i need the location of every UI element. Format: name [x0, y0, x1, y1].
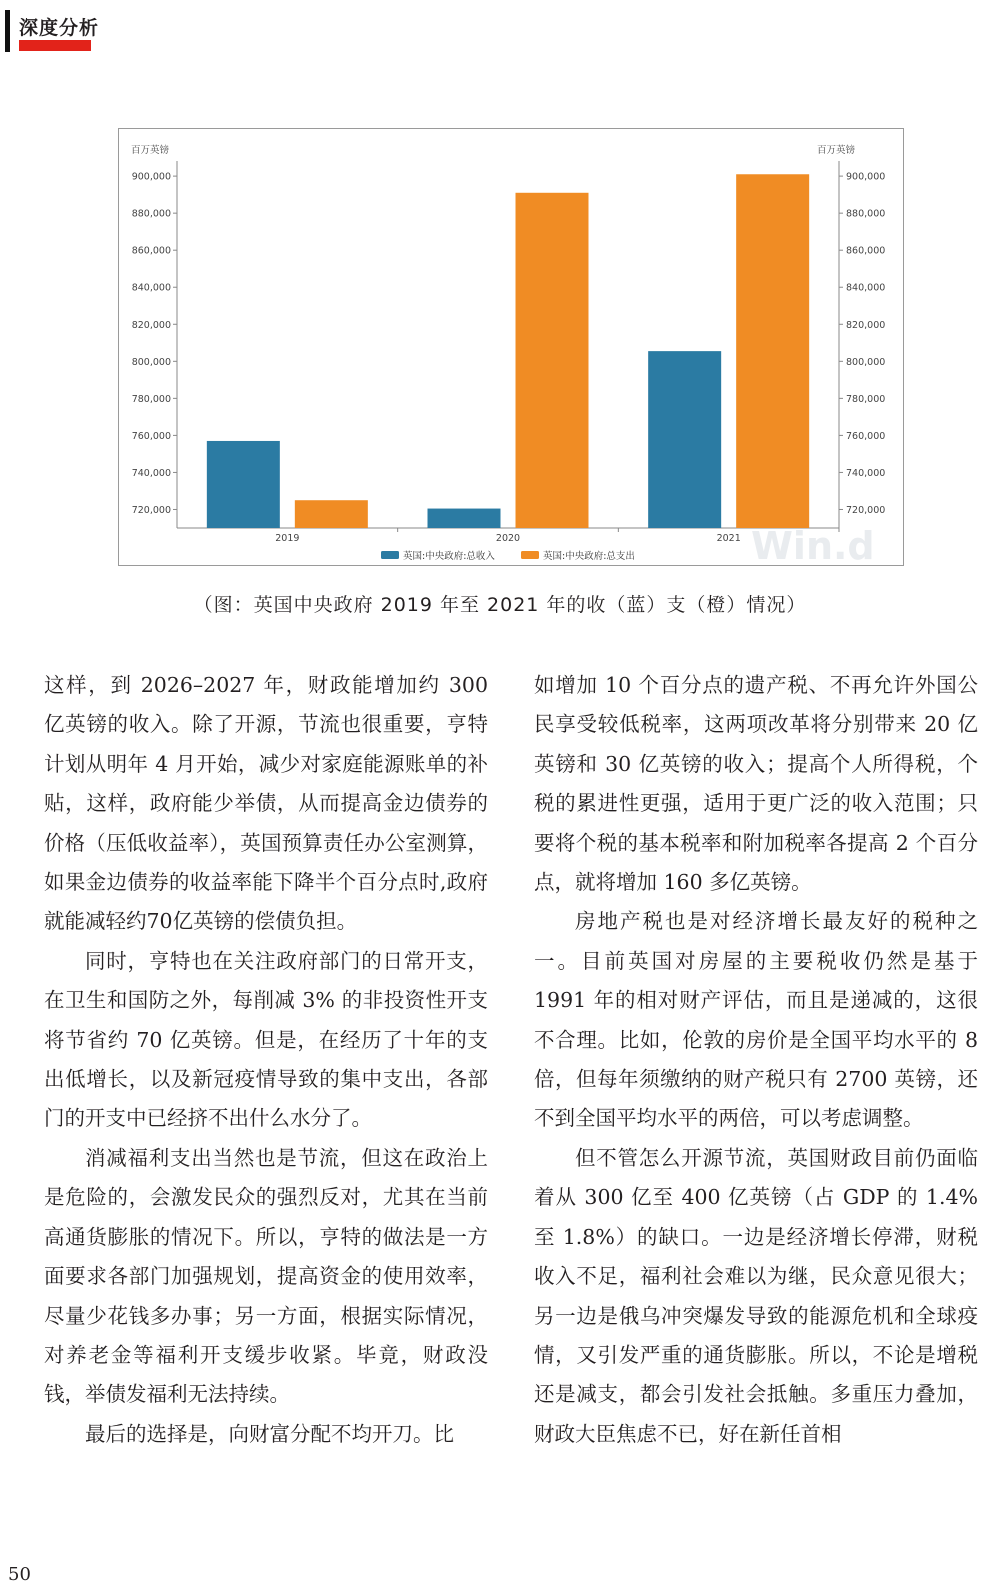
- y-tick-label-left: 780,000: [131, 393, 171, 405]
- y-tick-label-left: 720,000: [131, 504, 171, 516]
- paragraph: 房地产税也是对经济增长最友好的税种之一。目前英国对房屋的主要税收仍然是基于 1991 年的相对财产评估，而且是递减的，这很不合理。比如，伦敦的房价是全国平均水平的 8 倍，但每年须缴纳的财产税只有 2700 英镑，还不到全国平均水平的两倍，可以考虑调整。: [534, 909, 978, 1131]
- bar-revenue-2019: [207, 441, 280, 528]
- y-tick-label-left: 820,000: [131, 319, 171, 331]
- bar-revenue-2021: [648, 351, 721, 528]
- x-tick-label: 2020: [495, 533, 521, 544]
- legend-swatch: [521, 551, 539, 559]
- y-tick-label-left: 800,000: [131, 356, 171, 368]
- section-label: 深度分析: [19, 17, 100, 39]
- paragraph: 这样，到 2026–2027 年，财政能增加约 300 亿英镑的收入。除了开源，节流也很重要，亨特计划从明年 4 月开始，减少对家庭能源账单的补贴，这样，政府能少举债，从而提高金边债券的价格（压低收益率），英国预算责任办公室测算，如果金边债券的收益率能下降半个百分点时,政府就能减轻约70亿英镑的偿债负担。: [44, 673, 488, 934]
- y-tick-label-right: 720,000: [846, 504, 886, 516]
- y-tick-label-left: 900,000: [131, 171, 171, 183]
- x-tick-label: 2019: [275, 533, 300, 544]
- y-tick-label-right: 900,000: [846, 171, 886, 183]
- section-underline: [19, 40, 91, 51]
- legend-swatch: [381, 551, 399, 559]
- paragraph: 但不管怎么开源节流，英国财政目前仍面临着从 300 亿至 400 亿英镑（占 GDP 的 1.4% 至 1.8%）的缺口。一边是经济增长停滞，财税收入不足，福利社会难以为继，民众意见很大；另一边是俄乌冲突爆发导致的能源危机和全球疫情，又引发严重的通货膨胀。所以，不论是增税还是减支，都会引发社会抵触。多重压力叠加，财政大臣焦虑不已，好在新任首相: [534, 1145, 978, 1446]
- y-tick-label-left: 840,000: [131, 282, 171, 294]
- bar-chart: [118, 128, 904, 566]
- watermark: Win.d: [751, 524, 875, 565]
- page-number: 50: [8, 1564, 31, 1585]
- y-tick-label-right: 760,000: [846, 430, 886, 442]
- y-tick-label-left: 860,000: [131, 245, 171, 257]
- y-tick-label-right: 880,000: [846, 208, 886, 220]
- y-tick-label-right: 860,000: [846, 245, 886, 257]
- y-tick-label-left: 760,000: [131, 430, 171, 442]
- paragraph: 同时，亨特也在关注政府部门的日常开支，在卫生和国防之外，每削减 3% 的非投资性开支将节省约 70 亿英镑。但是，在经历了十年的支出低增长，以及新冠疫情导致的集中支出，各部门的开支中已经挤不出什么水分了。: [44, 948, 488, 1131]
- legend-label: 英国:中央政府:总支出: [543, 551, 635, 562]
- article-column-right: [534, 666, 978, 1454]
- paragraph: 消减福利支出当然也是节流，但这在政治上是危险的，会激发民众的强烈反对，尤其在当前高通货膨胀的情况下。所以，亨特的做法是一方面要求各部门加强规划，提高资金的使用效率，尽量少花钱多办事；另一方面，根据实际情况，对养老金等福利开支缓步收紧。毕竟，财政没钱，举债发福利无法持续。: [44, 1145, 488, 1407]
- y-tick-label-left: 740,000: [131, 467, 171, 479]
- bar-expenditure-2020: [516, 193, 589, 528]
- x-tick-label: 2021: [716, 533, 741, 544]
- bar-expenditure-2019: [295, 500, 368, 528]
- bar-expenditure-2021: [736, 174, 809, 528]
- section-bar: [5, 10, 10, 52]
- y-tick-label-right: 740,000: [846, 467, 886, 479]
- y-tick-label-right: 800,000: [846, 356, 886, 368]
- paragraph: 最后的选择是，向财富分配不均开刀。比: [85, 1421, 454, 1446]
- y-axis-label-right: 百万英镑: [817, 145, 856, 156]
- figure-caption: （图：英国中央政府 2019 年至 2021 年的收（蓝）支（橙）情况）: [193, 594, 807, 616]
- y-tick-label-right: 780,000: [846, 393, 886, 405]
- paragraph: 如增加 10 个百分点的遗产税、不再允许外国公民享受较低税率，这两项改革将分别带来 20 亿英镑和 30 亿英镑的收入；提高个人所得税，个税的累进性更强，适用于更广泛的收入范围；只要将个税的基本税率和附加税率各提高 2 个百分点，就将增加 160 多亿英镑。: [534, 673, 978, 895]
- y-axis-label-left: 百万英镑: [131, 145, 170, 156]
- bar-revenue-2020: [428, 509, 501, 528]
- chart-svg: [119, 129, 903, 565]
- y-tick-label-left: 880,000: [131, 208, 171, 220]
- y-tick-label-right: 820,000: [846, 319, 886, 331]
- legend-label: 英国:中央政府:总收入: [403, 551, 495, 562]
- article-column-left: [44, 666, 488, 1454]
- y-tick-label-right: 840,000: [846, 282, 886, 294]
